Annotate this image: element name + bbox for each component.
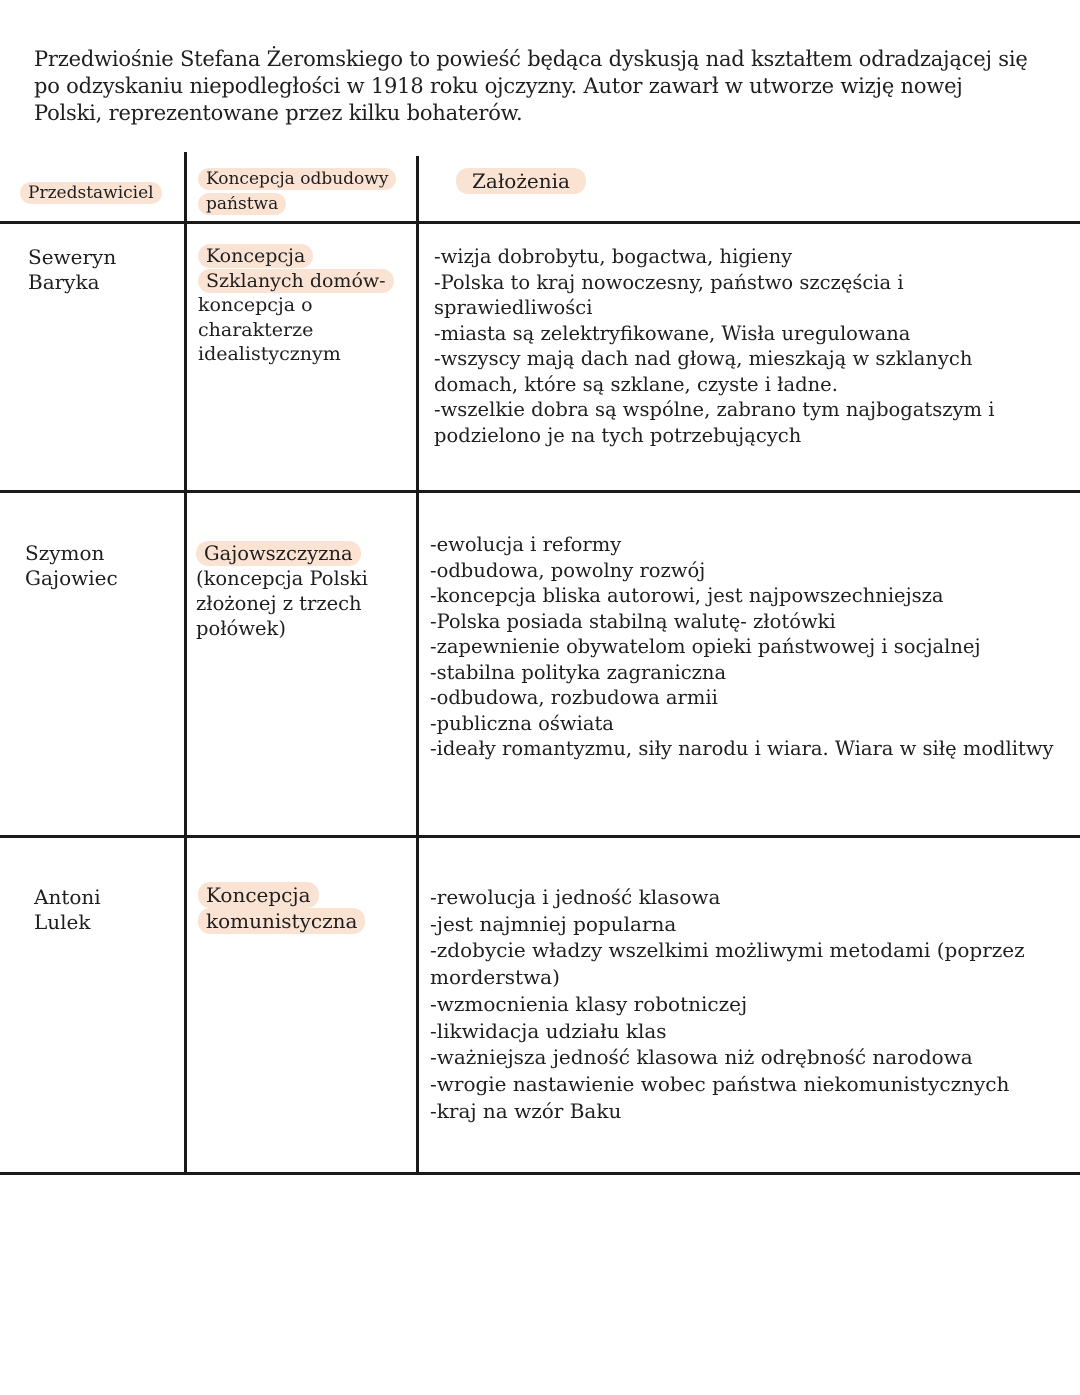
row-divider-2 xyxy=(0,835,1080,838)
list-item: -ważniejsza jedność klasowa niż odrębność narodowa xyxy=(430,1045,973,1070)
list-item: -wizja dobrobytu, bogactwa, higieny xyxy=(434,245,793,268)
list-item: -wrogie nastawienie wobec państwa niekomunistycznych xyxy=(430,1071,1010,1096)
row-1-name: Seweryn Baryka xyxy=(28,245,117,294)
column-divider-2 xyxy=(416,156,419,1174)
header-assumptions: Założenia xyxy=(456,170,586,192)
list-item: -zdobycie władzy wszelkimi możliwymi metodami (poprzez morderstwa) xyxy=(430,938,1025,990)
list-item: -rewolucja i jedność klasowa xyxy=(430,885,721,909)
list-item: -publiczna oświata xyxy=(430,711,614,735)
list-item: -wszyscy mają dach nad głową, mieszkają w szklanych domach, które są szklane, czyste i ładne. xyxy=(434,347,973,396)
row-2-assumptions xyxy=(430,532,1060,762)
table-bottom-border xyxy=(0,1172,1080,1175)
list-item: -koncepcja bliska autorowi, jest najpowszechniejsza xyxy=(430,584,944,607)
list-item: -odbudowa, rozbudowa armii xyxy=(430,686,718,709)
list-item: -kraj na wzór Baku xyxy=(430,1098,622,1123)
row-3-concept: Koncepcja komunistyczna xyxy=(198,882,398,934)
list-item: -ewolucja i reformy xyxy=(430,533,622,556)
list-item: -likwidacja udziału klas xyxy=(430,1018,667,1043)
row-3-assumptions xyxy=(430,884,1070,1124)
row-divider-1 xyxy=(0,490,1080,493)
list-item: -wszelkie dobra są wspólne, zabrano tym najbogatszym i podzielono je na tych potrzebujących xyxy=(434,398,995,447)
list-item: -zapewnienie obywatelom opieki państwowej i socjalnej xyxy=(430,635,981,658)
list-item: -miasta są zelektryfikowane, Wisła uregulowana xyxy=(434,321,911,345)
row-3-name: Antoni Lulek xyxy=(34,885,101,934)
list-item: -Polska posiada stabilną walutę- złotówki xyxy=(430,609,836,633)
row-1-concept: Koncepcja Szklanych domów- koncepcja o charakterze idealistycznym xyxy=(198,244,408,367)
list-item: -Polska to kraj nowoczesny, państwo szczęścia i sprawiedliwości xyxy=(434,270,904,319)
list-item: -odbudowa, powolny rozwój xyxy=(430,558,706,582)
column-divider-1 xyxy=(184,152,187,1174)
list-item: -jest najmniej popularna xyxy=(430,911,677,936)
intro-paragraph: Przedwiośnie Stefana Żeromskiego to powieść będąca dyskusją nad kształtem odradzającej się po odzyskaniu niepodległości w 1918 roku ojczyzny. Autor zawarł w utworze wizję nowej Polski, reprezentowane przez kilku bohaterów. xyxy=(34,47,1028,125)
list-item: -ideały romantyzmu, siły narodu i wiara. Wiara w siłę modlitwy xyxy=(430,737,1054,760)
row-1-assumptions xyxy=(434,244,1054,448)
row-2-name: Szymon Gajowiec xyxy=(25,541,118,590)
header-representative: Przedstawiciel xyxy=(20,182,162,204)
list-item: -stabilna polityka zagraniczna xyxy=(430,660,727,684)
row-2-concept: Gajowszczyzna (koncepcja Polski złożonej z trzech połówek) xyxy=(196,542,368,640)
header-concept: Koncepcja odbudowy państwa xyxy=(198,167,413,217)
header-divider xyxy=(0,221,1080,224)
list-item: -wzmocnienia klasy robotniczej xyxy=(430,991,748,1016)
